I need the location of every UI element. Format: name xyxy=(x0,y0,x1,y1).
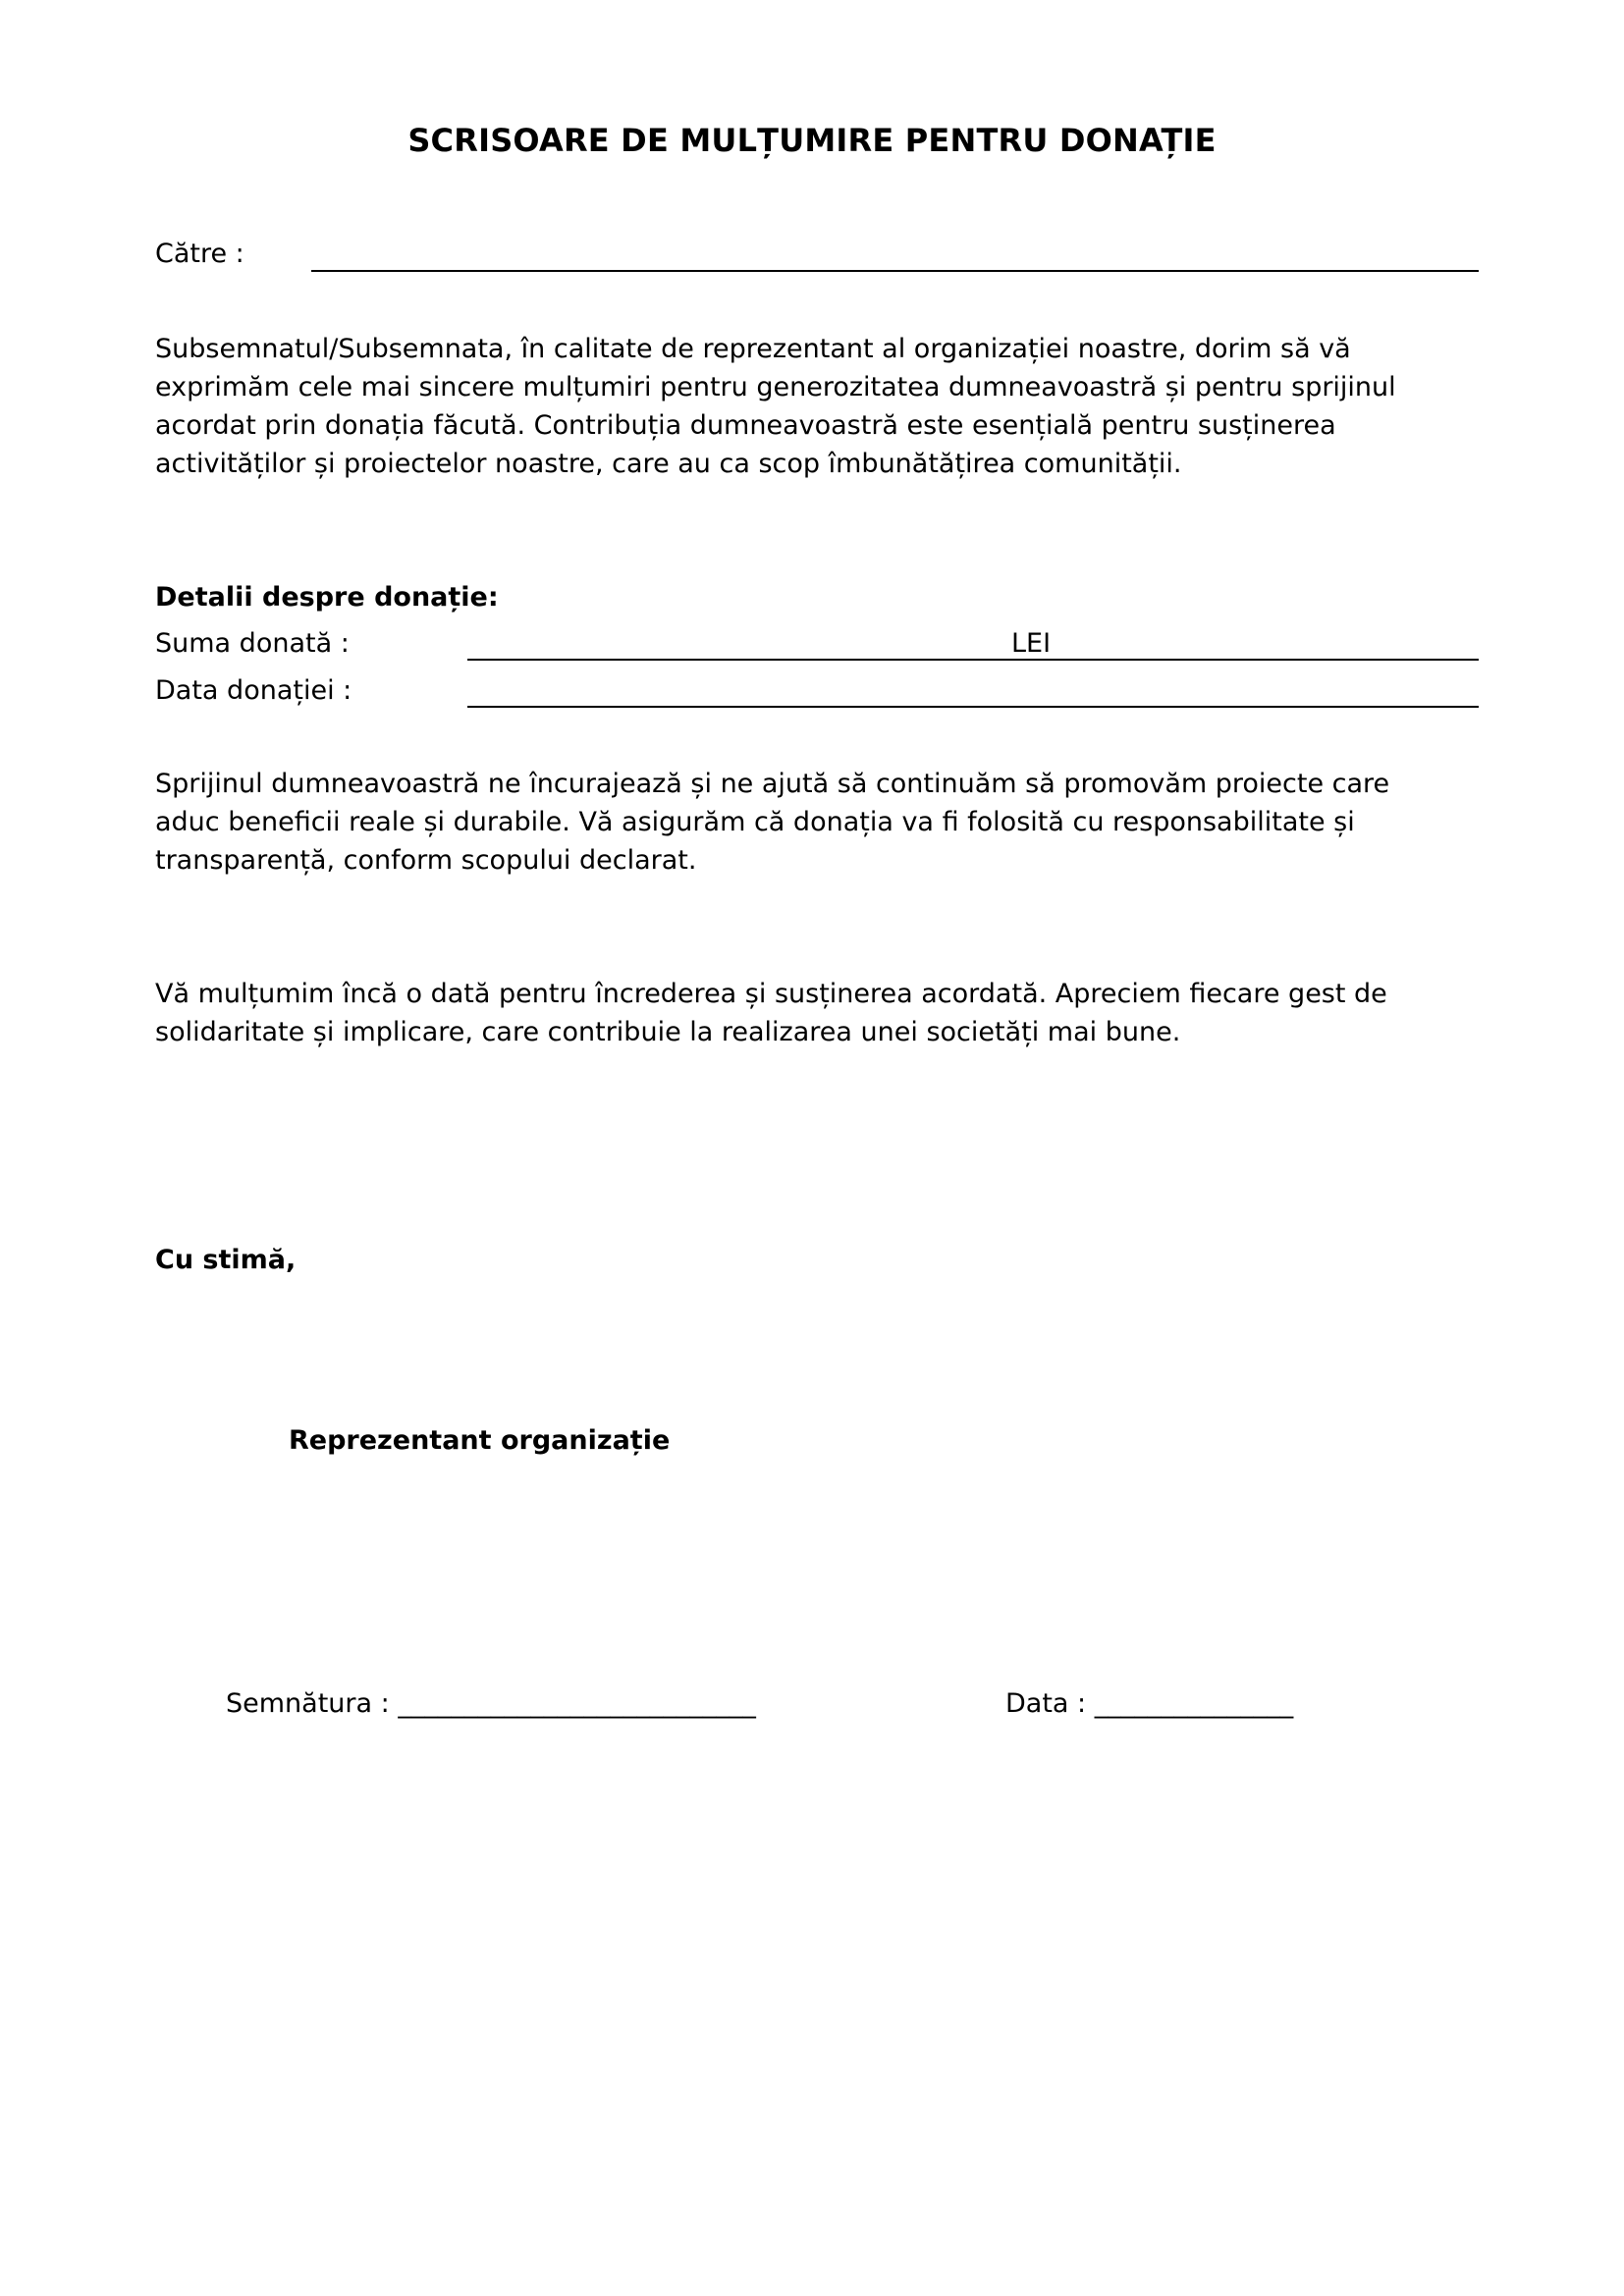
support-line: transparență, conform scopului declarat. xyxy=(155,845,697,876)
representative-label: Reprezentant organizație xyxy=(289,1425,671,1456)
date-field-line[interactable] xyxy=(467,706,1479,708)
intro-paragraph xyxy=(155,330,1490,483)
thanks-paragraph xyxy=(155,975,1490,1051)
details-heading: Detalii despre donație: xyxy=(155,582,499,613)
closing-text: Cu stimă, xyxy=(155,1245,297,1275)
page-title: SCRISOARE DE MULȚUMIRE PENTRU DONAȚIE xyxy=(407,122,1217,159)
amount-field-line[interactable] xyxy=(467,659,1479,661)
recipient-field-line[interactable] xyxy=(311,270,1479,272)
signature-date-field[interactable]: Data : _______________ xyxy=(1005,1688,1294,1719)
thanks-line: solidaritate și implicare, care contribuie la realizarea unei societăți mai bune. xyxy=(155,1017,1181,1047)
support-paragraph xyxy=(155,765,1490,880)
intro-line: exprimăm cele mai sincere mulțumiri pentru generozitatea dumneavoastră și pentru sprijinul xyxy=(155,372,1396,402)
date-label: Data donației : xyxy=(155,675,352,706)
intro-line: acordat prin donația făcută. Contribuția dumneavoastră este esențială pentru susținerea xyxy=(155,410,1336,441)
support-line: Sprijinul dumneavoastră ne încurajează și ne ajută să continuăm să promovăm proiecte care xyxy=(155,769,1390,799)
amount-label: Suma donată : xyxy=(155,628,350,659)
support-line: aduc beneficii reale și durabile. Vă asigurăm că donația va fi folosită cu responsabilitate și xyxy=(155,807,1355,837)
currency-label: LEI xyxy=(1011,628,1052,659)
thanks-line: Vă mulțumim încă o dată pentru încrederea și susținerea acordată. Apreciem fiecare gest de xyxy=(155,979,1387,1009)
signature-field[interactable]: Semnătura : ___________________________ xyxy=(226,1688,756,1719)
intro-line: activităților și proiectelor noastre, care au ca scop îmbunătățirea comunității. xyxy=(155,449,1182,479)
recipient-label: Către : xyxy=(155,239,244,269)
intro-line: Subsemnatul/Subsemnata, în calitate de reprezentant al organizației noastre, dorim să vă xyxy=(155,334,1351,364)
